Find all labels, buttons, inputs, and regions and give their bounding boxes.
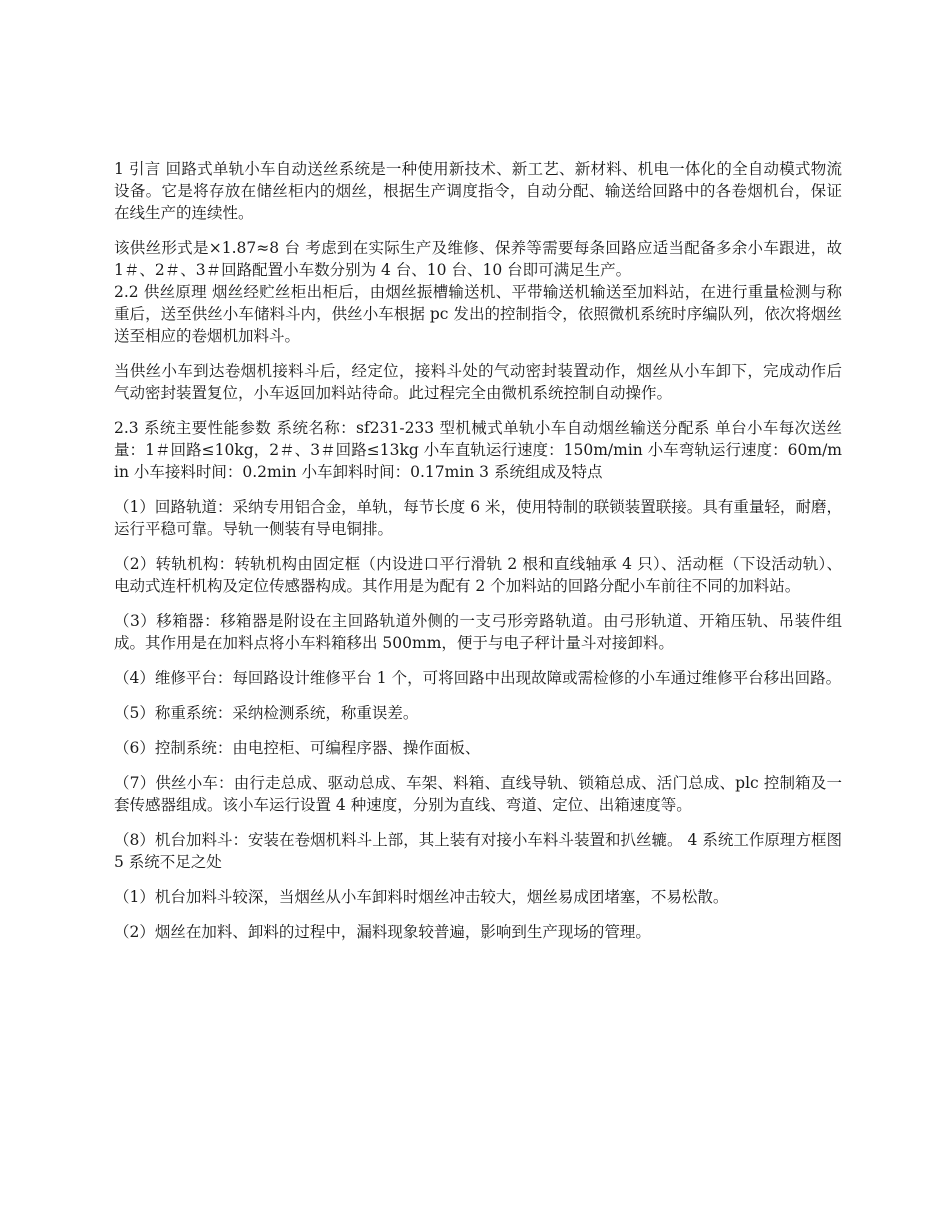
- list-item-switch-mechanism: （2）转轨机构：转轨机构由固定框（内设进口平行滑轨 2 根和直线轴承 4 只）、活动框（下设活动轨）、电动式连杆机构及定位传感器构成。其作用是为配有 2 个加料站的回路分配小车前往不同的加料站。: [114, 555, 842, 595]
- list-item-maintenance-platform: （4）维修平台：每回路设计维修平台 1 个，可将回路中出现故障或需检修的小车通过维修平台移出回路。: [114, 669, 842, 687]
- list-item-track: （1）回路轨道：采纳专用铝合金，单轨，每节长度 6 米，使用特制的联锁装置联接。具有重量轻，耐磨，运行平稳可靠。导轨一侧装有导电铜排。: [114, 498, 842, 538]
- list-item-control-system: （6）控制系统：由电控柜、可编程序器、操作面板、: [114, 739, 481, 757]
- supply-form-paragraph: 该供丝形式是×1.87≈8 台 考虑到在实际生产及维修、保养等需要每条回路应适当配备多余小车跟进，故 1＃、2＃、3＃回路配置小车数分别为 4 台、10 台、10 台即可满足生产。: [114, 239, 842, 279]
- deficiency-item-1: （1）机台加料斗较深，当烟丝从小车卸料时烟丝冲击较大，烟丝易成团堵塞，不易松散。: [114, 888, 729, 906]
- intro-paragraph: 1 引言 回路式单轨小车自动送丝系统是一种使用新技术、新工艺、新材料、机电一体化的全自动模式物流设备。它是将存放在储丝柜内的烟丝，根据生产调度指令，自动分配、输送给回路中的各卷烟机台，保证在线生产的连续性。: [114, 160, 842, 222]
- supply-principle-paragraph: 2.2 供丝原理 烟丝经贮丝柜出柜后，由烟丝振槽输送机、平带输送机输送至加料站，在进行重量检测与称重后，送至供丝小车储料斗内，供丝小车根据 pc 发出的控制指令，依照微机系统时序编队列，依次将烟丝送至相应的卷烟机加料斗。: [114, 283, 842, 345]
- list-item-weighing-system: （5）称重系统：采纳检测系统，称重误差。: [114, 704, 419, 722]
- list-item-box-shifter: （3）移箱器：移箱器是附设在主回路轨道外侧的一支弓形旁路轨道。由弓形轨道、开箱压轨、吊装件组成。其作用是在加料点将小车料箱移出 500mm，便于与电子秤计量斗对接卸料。: [114, 612, 842, 652]
- document-body: [114, 158, 842, 956]
- parameters-paragraph: 2.3 系统主要性能参数 系统名称：sf231-233 型机械式单轨小车自动烟丝输送分配系 单台小车每次送丝量：1＃回路≤10kg，2＃、3＃回路≤13kg 小车直轨运行速度：150m/min 小车弯轨运行速度：60m/min 小车接料时间：0.2min 小车卸料时间：0.17min 3 系统组成及特点: [114, 419, 842, 481]
- deficiency-item-2: （2）烟丝在加料、卸料的过程中，漏料现象较普遍，影响到生产现场的管理。: [114, 923, 651, 941]
- list-item-feed-hopper: （8）机台加料斗：安装在卷烟机料斗上部，其上装有对接小车料斗装置和扒丝辘。 4 系统工作原理方框图 5 系统不足之处: [114, 831, 842, 871]
- list-item-supply-car: （7）供丝小车：由行走总成、驱动总成、车架、料箱、直线导轨、锁箱总成、活门总成、plc 控制箱及一套传感器组成。该小车运行设置 4 种速度，分别为直线、弯道、定位、出箱速度等。: [114, 774, 842, 814]
- unloading-paragraph: 当供丝小车到达卷烟机接料斗后，经定位，接料斗处的气动密封装置动作，烟丝从小车卸下，完成动作后气动密封装置复位，小车返回加料站待命。此过程完全由微机系统控制自动操作。: [114, 362, 842, 402]
